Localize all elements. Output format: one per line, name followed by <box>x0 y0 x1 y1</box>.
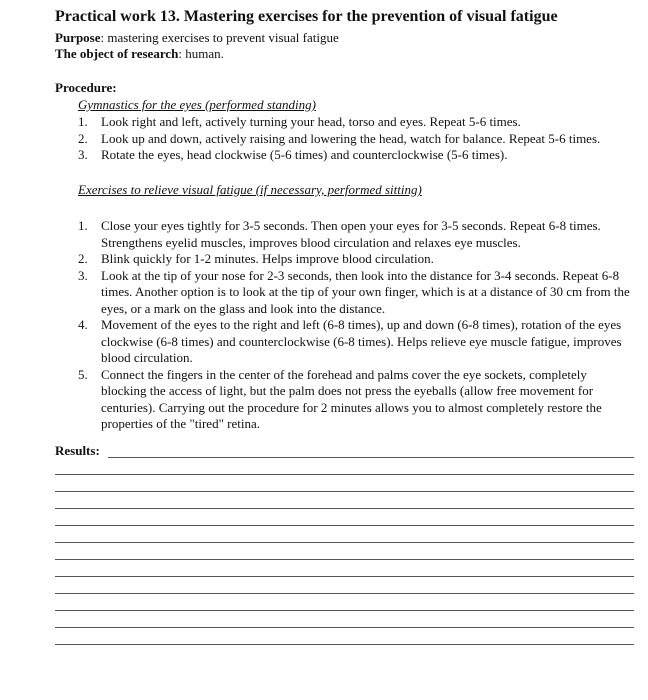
purpose-line <box>55 30 339 46</box>
results-line[interactable] <box>55 525 634 526</box>
list-item: 2. Blink quickly for 1-2 minutes. Helps improve blood circulation. <box>78 251 434 266</box>
gymnastics-list <box>78 114 623 164</box>
object-text: : human. <box>178 46 224 61</box>
results-line[interactable] <box>55 627 634 628</box>
results-line[interactable] <box>55 610 634 611</box>
list-item: 1. Look right and left, actively turning your head, torso and eyes. Repeat 5-6 times. <box>78 114 521 129</box>
list-item: 3. Look at the tip of your nose for 2-3 seconds, then look into the distance for 3-4 seconds. Repeat 6-8 times. Another option is to look at the tip of your own finger, which is at a distance of 30 cm from the eyes, or a mark on the glass and look into the distance. <box>78 267 630 316</box>
object-line <box>55 46 224 62</box>
results-line[interactable] <box>55 542 634 543</box>
object-label: The object of research <box>55 46 179 61</box>
purpose-text: : mastering exercises to prevent visual fatigue <box>100 30 339 45</box>
list-item: 3. Rotate the eyes, head clockwise (5-6 times) and counterclockwise (5-6 times). <box>78 147 508 162</box>
results-line[interactable] <box>55 593 634 594</box>
results-label: Results: <box>55 443 100 458</box>
list-item: 1. Close your eyes tightly for 3-5 seconds. Then open your eyes for 3-5 seconds. Repeat 6-8 times. Strengthens eyelid muscles, improves blood circulation and relaxes eye muscles. <box>78 218 601 250</box>
exercises-list <box>78 218 633 433</box>
results-line[interactable] <box>55 508 634 509</box>
exercises-heading: Exercises to relieve visual fatigue (if necessary, performed sitting) <box>78 182 422 197</box>
gymnastics-heading: Gymnastics for the eyes (performed standing) <box>78 97 316 112</box>
results-line[interactable] <box>55 474 634 475</box>
results-line[interactable] <box>55 644 634 645</box>
list-item: 2. Look up and down, actively raising and lowering the head, watch for balance. Repeat 5-6 times. <box>78 130 601 146</box>
procedure-label: Procedure: <box>55 80 117 95</box>
list-item: 4. Movement of the eyes to the right and left (6-8 times), up and down (6-8 times), rotation of the eyes clockwise (6-8 times) and counterclockwise (6-8 times). Helps relieve eye muscle fatigue, improves blood circulation. <box>78 317 622 365</box>
results-line[interactable] <box>55 576 634 577</box>
results-line[interactable] <box>108 457 634 458</box>
page-title: Practical work 13. Mastering exercises for the prevention of visual fatigue <box>55 8 558 25</box>
results-line[interactable] <box>55 559 634 560</box>
results-line[interactable] <box>55 491 634 492</box>
purpose-label: Purpose <box>55 30 101 45</box>
list-item: 5. Connect the fingers in the center of the forehead and palms cover the eye sockets, completely blocking the access of light, but the palm does not press the eyeballs (allow free movement for centuries). Carrying out the procedure for 2 minutes allows you to almost completely restore the properties of the "tired" retina. <box>78 366 602 431</box>
